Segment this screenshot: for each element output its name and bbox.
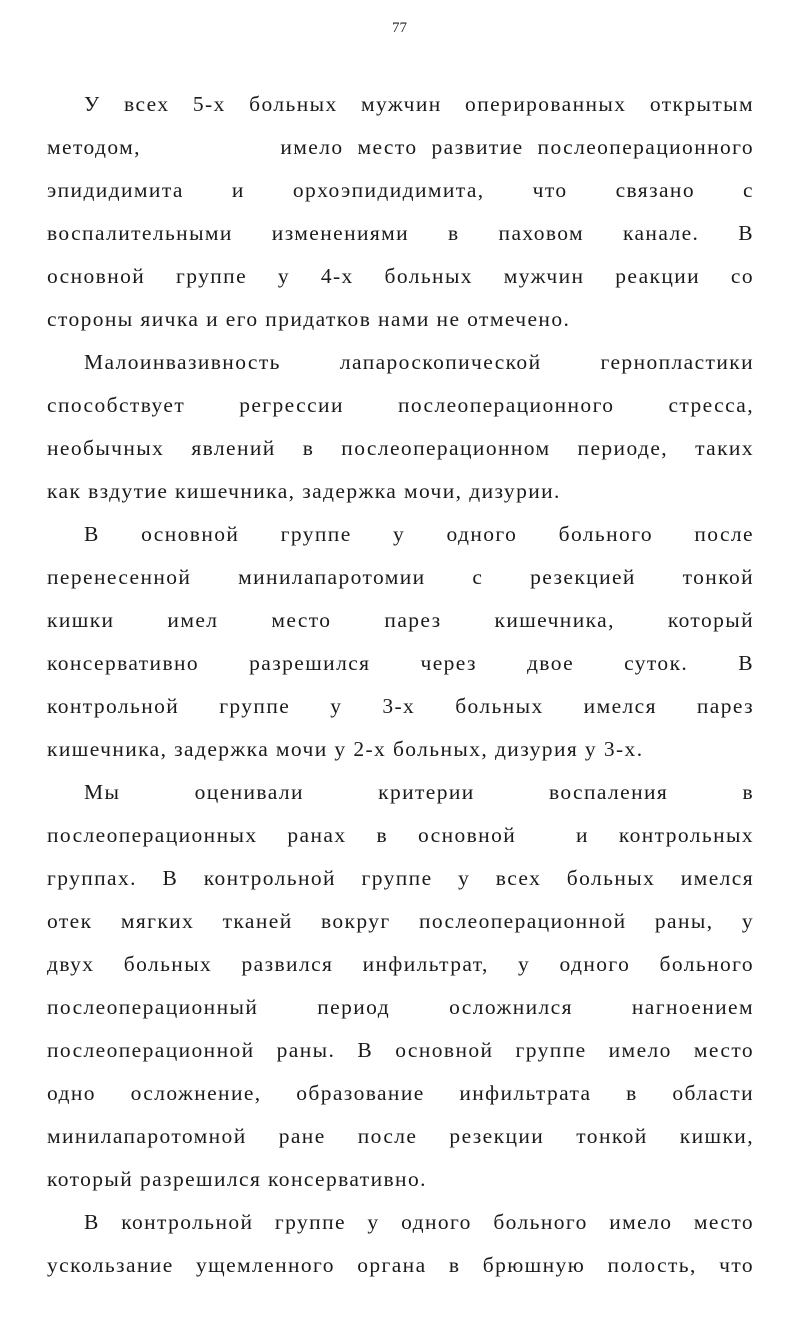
text-line: как вздутие кишечника, задержка мочи, дизурии.	[47, 479, 561, 503]
text-line: консервативно разрешился через двое суток. В	[47, 651, 754, 675]
text-line: У всех 5-х больных мужчин оперированных открытым	[84, 92, 754, 116]
text-line: послеоперационной раны. В основной группе имело место	[47, 1038, 754, 1062]
paragraph-4	[47, 771, 754, 1201]
text-line: Малоинвазивность лапароскопической гернопластики	[84, 350, 754, 374]
text-line: воспалительными изменениями в паховом канале. В	[47, 221, 754, 245]
body-text	[47, 83, 754, 1287]
paragraph-1	[47, 83, 754, 341]
text-line: контрольной группе у 3-х больных имелся парез	[47, 694, 754, 718]
paragraph-3	[47, 513, 754, 771]
text-line: одно осложнение, образование инфильтрата в области	[47, 1081, 754, 1105]
text-line: перенесенной минилапаротомии с резекцией тонкой	[47, 565, 754, 589]
text-line: ускользание ущемленного органа в брюшную полость, что	[47, 1253, 754, 1277]
text-line: необычных явлений в послеоперационном периоде, таких	[47, 436, 754, 460]
text-line: группах. В контрольной группе у всех больных имелся	[47, 866, 754, 890]
text-line: который разрешился консервативно.	[47, 1167, 427, 1191]
text-line: эпидидимита и орхоэпидидимита, что связано с	[47, 178, 754, 202]
text-line: способствует регрессии послеоперационного стресса,	[47, 393, 754, 417]
text-line: послеоперационных ранах в основной и контрольных	[47, 823, 754, 847]
text-line: стороны яичка и его придатков нами не отмечено.	[47, 307, 571, 331]
text-line: двух больных развился инфильтрат, у одного больного	[47, 952, 754, 976]
text-line: Мы оценивали критерии воспаления в	[84, 780, 754, 804]
text-line: кишечника, задержка мочи у 2-х больных, дизурия у 3-х.	[47, 737, 644, 761]
text-line: методом, имело место развитие послеоперационного	[47, 135, 754, 159]
text-line: основной группе у 4-х больных мужчин реакции со	[47, 264, 754, 288]
text-line: минилапаротомной ране после резекции тонкой кишки,	[47, 1124, 754, 1148]
paragraph-2	[47, 341, 754, 513]
text-line: В контрольной группе у одного больного имело место	[84, 1210, 754, 1234]
text-line: В основной группе у одного больного после	[84, 522, 754, 546]
page-number: 77	[392, 20, 407, 36]
paragraph-5	[47, 1201, 754, 1287]
text-line: кишки имел место парез кишечника, который	[47, 608, 754, 632]
text-line: отек мягких тканей вокруг послеоперационной раны, у	[47, 909, 754, 933]
text-line: послеоперационный период осложнился нагноением	[47, 995, 754, 1019]
